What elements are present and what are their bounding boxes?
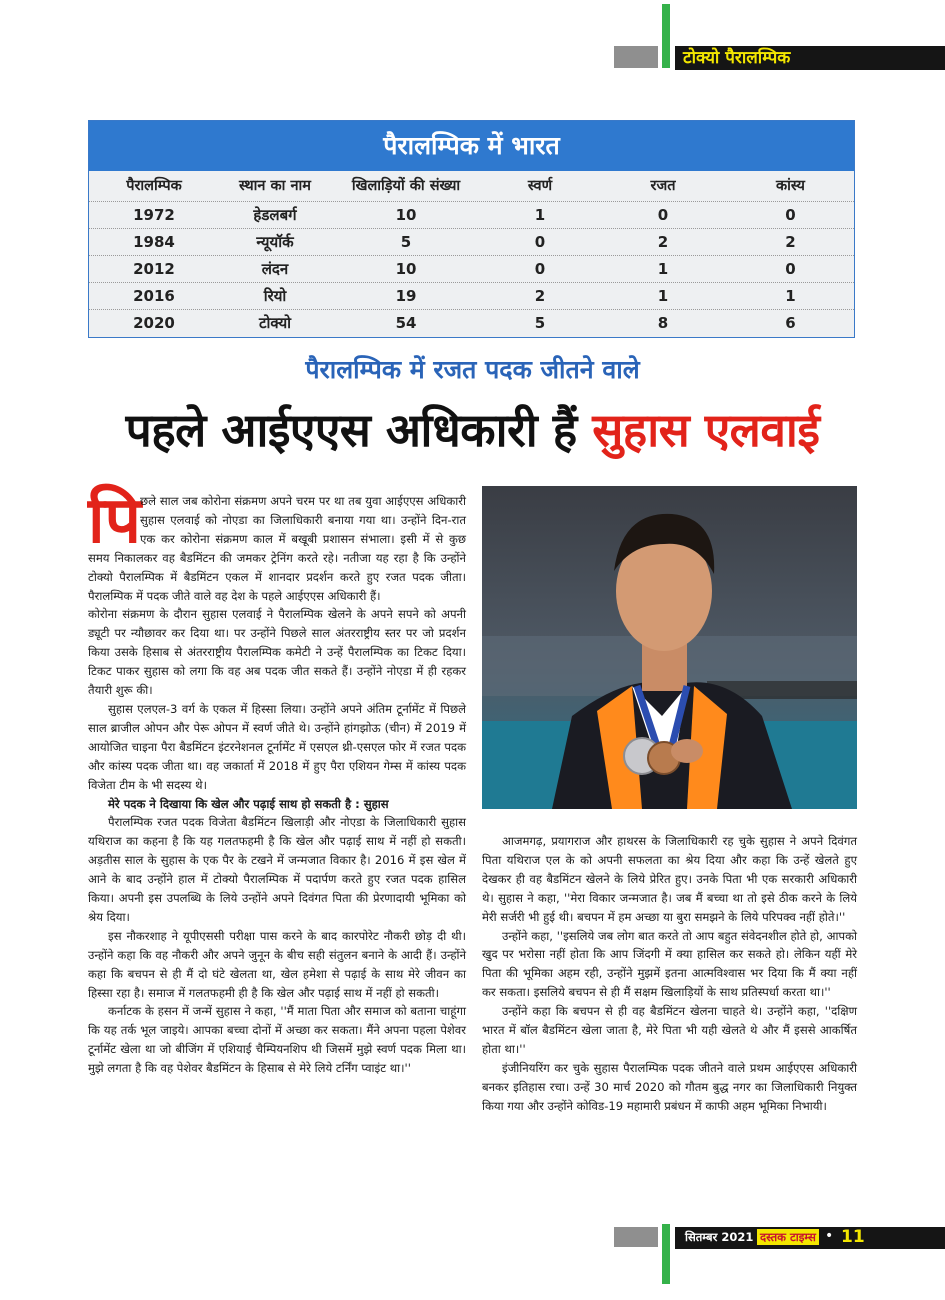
- article-paragraph: इस नौकरशाह ने यूपीएससी परीक्षा पास करने के बाद कारपोरेट नौकरी छोड़ दी थी। उन्होंने कहा कि वह नौकरी और अपने जुनून के बीच सही संतुलन बनाने के आदी हैं। उन्होंने कहा कि बचपन से ही मैं दो घंटे खेलता था, खेल हमेशा से पढ़ाई के साथ मेरे जीवन का हिस्सा रहा है। समाज में गलतफहमी ही है कि खेल और पढ़ाई साथ में नहीं हो सकती।: [88, 928, 466, 1000]
- table-cell: 10: [395, 206, 417, 224]
- article-paragraph: छले साल जब कोरोना संक्रमण अपने चरम पर था तब युवा आईएएस अधिकारी सुहास एलवाई को नोएडा का जिलाधिकारी बनाया गया था। उन्होंने दिन-रात एक कर कोरोना संक्रमण काल में बखूबी प्रशासन संभाला। इसी में से कुछ समय निकालकर वह बैडमिंटन की जमकर ट्रेनिंग करते रहे। नतीजा यह रहा है कि उन्होंने टोक्यो पैरालम्पिक में बैडमिंटन एकल में शानदार प्रदर्शन करते हुए रजत पदक जीता। पैरालम्पिक में पदक जीते वाले वह देश के पहले आईएएस अधिकारी हैं।: [88, 494, 466, 603]
- article-left-column: [88, 484, 466, 1078]
- table-cell: 1: [534, 206, 546, 224]
- article-paragraph: सुहास एलएल-3 वर्ग के एकल में हिस्सा लिया। उन्होंने अपने अंतिम टूर्नामेंट में पिछले साल ब्राजील ओपन और पेरू ओपन में स्वर्ण जीते थे। उन्होंने हांगझोऊ (चीन) में 2019 में आयोजित चाइना पैरा बैडमिंटन इंटरनेशनल टूर्नामेंट में एसएल थ्री-एसएल फोर में रजत पदक और कांस्य पदक जीता था। वह जकार्ता में 2018 में हुए पैरा एशियन गेम्स में कांस्य पदक विजेता टीम के भी सदस्य थे।: [88, 701, 466, 792]
- table-header-cell: रजत: [650, 178, 676, 194]
- footer-bullet: •: [825, 1228, 834, 1244]
- article-paragraph: उन्होंने कहा, ''इसलिये जब लोग बात करते तो आप बहुत संवेदनशील होते हो, आपको खुद पर भरोसा नहीं होता कि आप जिंदगी में क्या हासिल कर सकते हो। लेकिन यहीं मेरे पिता की भूमिका अहम रही, उन्होंने मुझमें इतना आत्मविश्वास भर दिया कि मैं क्या नहीं कर सकता। इसलिये बचपन से ही मैं सक्षम खिलाड़ियों के साथ प्रतिस्पर्धा करता था।'': [482, 928, 857, 1000]
- table-cell: 54: [395, 314, 417, 332]
- table-cell: 10: [395, 260, 417, 278]
- headline-red-part: सुहास एलवाई: [592, 403, 820, 457]
- table-header-cell: पैरालम्पिक: [126, 178, 182, 194]
- table-row: [89, 202, 854, 229]
- article-subheading: मेरे पदक ने दिखाया कि खेल और पढ़ाई साथ हो सकती है : सुहास: [108, 796, 389, 811]
- table-cell: 1984: [133, 233, 175, 251]
- table-row: [89, 256, 854, 283]
- header-green-bar: [662, 4, 670, 68]
- table-cell: 8: [657, 314, 669, 332]
- athlete-photo: [482, 486, 857, 809]
- table-cell: रियो: [263, 287, 287, 305]
- article-paragraph: उन्होंने कहा कि बचपन से ही वह बैडमिंटन खेलना चाहते थे। उन्होंने कहा, ''दक्षिण भारत में बॉल बैडमिंटन खेला जाता है, मेरे पिता भी यही खेलते थे और मैं इससे आकर्षित होता था।'': [482, 1004, 857, 1056]
- article-headline: [0, 398, 945, 460]
- table-cell: 6: [785, 314, 796, 332]
- table-cell: न्यूयॉर्क: [256, 233, 294, 251]
- table-cell: 2: [657, 233, 669, 251]
- section-header: [675, 46, 945, 70]
- footer-month: सितम्बर 2021: [685, 1230, 754, 1244]
- drop-cap: पि: [88, 484, 141, 558]
- table-cell: 0: [657, 206, 669, 224]
- table-cell: 2012: [133, 260, 175, 278]
- page-number: 11: [841, 1227, 865, 1247]
- footer-grey-block: [614, 1227, 658, 1247]
- table-cell: 1972: [133, 206, 175, 224]
- table-cell: हेडलबर्ग: [253, 206, 297, 224]
- table-cell: 5: [400, 233, 412, 251]
- table-cell: 1: [785, 287, 796, 305]
- table-header-cell: स्थान का नाम: [239, 178, 311, 194]
- article-paragraph: इंजीनियरिंग कर चुके सुहास पैरालम्पिक पदक जीतने वाले प्रथम आईएएस अधिकारी बनकर इतिहास रचा। उन्हें 30 मार्च 2020 को गौतम बुद्ध नगर का जिलाधिकारी नियुक्त किया गया और उन्होंने कोविड-19 महामारी प्रबंधन में काफी अहम भूमिका निभायी।: [482, 1060, 857, 1113]
- article-subhead: पैरालम्पिक में रजत पदक जीतने वाले: [305, 355, 640, 384]
- table-cell: 2020: [133, 314, 175, 332]
- magazine-logo: दस्तक टाइम्स: [757, 1229, 819, 1245]
- table-header-cell: खिलाड़ियों की संख्या: [351, 178, 461, 194]
- table-cell: 1: [657, 260, 669, 278]
- table-header-cell: स्वर्ण: [527, 178, 553, 194]
- section-label: टोक्यो पैरालम्पिक: [683, 48, 791, 68]
- footer-green-bar: [662, 1224, 670, 1284]
- article-right-column: [482, 832, 857, 1116]
- table-cell: 19: [395, 287, 417, 305]
- table-cell: 5: [534, 314, 546, 332]
- table-row: [89, 229, 854, 256]
- header-grey-block: [614, 46, 658, 68]
- table-row: [89, 283, 854, 310]
- table-cell: टोक्यो: [258, 314, 292, 332]
- table-cell: 0: [534, 260, 546, 278]
- table-cell: 2: [534, 287, 546, 305]
- table-title: पैरालम्पिक में भारत: [89, 121, 854, 171]
- article-paragraph: पैरालम्पिक रजत पदक विजेता बैडमिंटन खिलाड़ी और नोएडा के जिलाधिकारी सुहास यथिराज का कहना है कि यह गलतफहमी है कि खेल और पढ़ाई साथ में नहीं हो सकती। अड़तीस साल के सुहास के एक पैर के टखने में जन्मजात विकार है। 2016 में इस खेल में आने के बाद उन्होंने हाल में टोक्यो पैरालम्पिक में पदार्पण करते हुए रजत पदक हासिल किया। अपनी इस उपलब्धि के लिये उन्होंने अपने दिवंगत पिता की प्रेरणादायी भूमिका को श्रेय दिया।: [88, 815, 466, 924]
- table-cell: 1: [657, 287, 669, 305]
- table-cell: 0: [534, 233, 546, 251]
- headline-black-part: पहले आईएएस अधिकारी हैं: [125, 403, 577, 457]
- page-footer: [675, 1227, 945, 1249]
- table-cell: लंदन: [261, 260, 289, 278]
- table-cell: 0: [785, 206, 796, 224]
- table-row: [89, 310, 854, 336]
- article-paragraph: कोरोना संक्रमण के दौरान सुहास एलवाई ने पैरालम्पिक खेलने के अपने सपने को अपनी ड्यूटी पर न्यौछावर कर दिया था। पर उन्होंने पिछले साल अंतरराष्ट्रीय स्तर पर जो प्रदर्शन किया उसके हिसाब से अंतरराष्ट्रीय पैरालम्पिक कमेटी ने उन्हें पैरालम्पिक का टिकट दिया। टिकट पाकर सुहास को लगा कि वह अब पदक जीत सकते हैं। उन्होंने नोएडा में ही रहकर तैयारी शुरू की।: [88, 607, 466, 698]
- article-paragraph: आजमगढ़, प्रयागराज और हाथरस के जिलाधिकारी रह चुके सुहास ने अपने दिवंगत पिता यथिराज एल के को अपनी सफलता का श्रेय दिया और कहा कि उन्हें खेलते हुए देखकर ही वह बैडमिंटन खेलने के लिये प्रेरित हुए। उनके पिता भी एक सरकारी अधिकारी थे। सुहास ने कहा, ''मेरा विकार जन्मजात है। जब मैं बच्चा था तो इसे ठीक करने के लिये मेरी सर्जरी भी हुई थी। बचपन में हम अच्छा या बुरा समझने के लिये परिपक्व नहीं होते।'': [482, 834, 857, 924]
- table-header-row: [89, 171, 854, 202]
- table-cell: 2016: [133, 287, 175, 305]
- medal-table: [88, 120, 855, 338]
- table-header-cell: कांस्य: [776, 178, 805, 194]
- table-cell: 2: [785, 233, 796, 251]
- table-cell: 0: [785, 260, 796, 278]
- article-paragraph: कर्नाटक के हसन में जन्में सुहास ने कहा, ''मैं माता पिता और समाज को बताना चाहूंगा कि यह तर्क भूल जाइये। आपका बच्चा दोनों में अच्छा कर सकता। मैंने अपना पहला पेशेवर टूर्नामेंट खेला था जो बीजिंग में एशियाई चैम्पियनशिप थी जिसमें मुझे स्वर्ण पदक मिला था। मुझे लगता है कि वह पेशेवर बैडमिंटन के हिसाब से मेरे लिये टर्निंग प्वाइंट था।'': [88, 1004, 466, 1076]
